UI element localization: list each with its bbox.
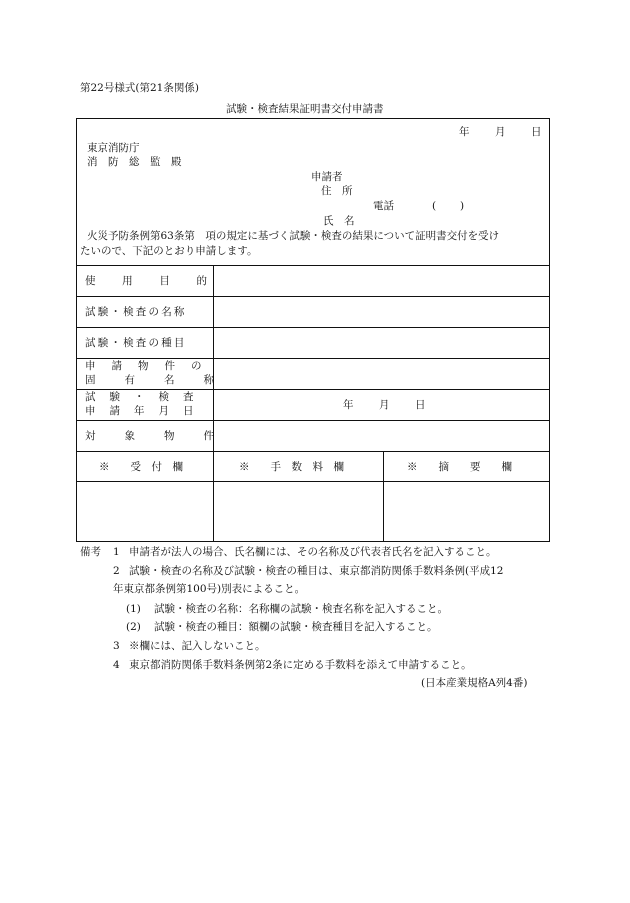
phone-paren-close: ) [460,200,465,212]
apply-date-label-1: 試験・検査 [85,391,208,403]
summary-column-header: ※ 摘 要 欄 [407,461,512,473]
remark-4-text: 東京都消防関係手数料条例第2条に定める手数料を添えて申請すること。 [129,659,472,671]
applicant-label: 申請者 [311,171,343,183]
fee-column-header: ※ 手 数 料 欄 [239,461,344,473]
purpose-label-text: 使 [85,275,96,287]
remark-2-sub2-text: 試験・検査の種目：額欄の試験・検査種目を記入すること。 [154,621,438,633]
remark-4-number: 4 [113,659,120,671]
row-divider [77,451,549,452]
purpose-label [85,276,207,287]
name-label: 氏 名 [323,215,355,227]
remark-2-sub1-number: (1) [126,603,141,615]
phone-paren-open: ( [432,200,437,212]
application-form-table [76,118,550,542]
address-label: 住 所 [321,185,353,197]
addressee-line1: 東京消防庁 [87,142,140,154]
remark-2-text-line1: 試験・検査の名称及び試験・検査の種目は、東京都消防関係手数料条例(平成12 [129,565,504,577]
test-type-label: 試験・検査の種目 [85,337,187,349]
remark-2-text-line2: 年東京都条例第100号)別表によること。 [113,583,306,595]
header-year: 年 [459,126,470,138]
header-day: 日 [531,126,542,138]
item-name-label-2: 固有名称 [85,374,243,386]
label-column-divider [213,265,214,542]
item-name-label-1: 申請物件の [85,360,218,372]
apply-date-label-2: 申請年月日 [85,405,208,417]
row-divider [77,265,549,266]
purpose-label-char: 目 [159,275,170,287]
purpose-label-char: 的 [196,275,207,287]
remark-2-sub2-number: (2) [126,621,141,633]
apply-date-year: 年 [343,399,354,411]
remark-3-number: 3 [113,640,120,652]
phone-label: 電話 [373,200,394,212]
remark-3-text: ※欄には、記入しないこと。 [129,640,266,652]
addressee-line2: 消 防 総 監 殿 [87,156,182,168]
form-title: 試験・検査結果証明書交付申請書 [226,103,384,115]
test-name-label: 試験・検査の名称 [85,306,187,318]
paper-size-note: (日本産業規格A列4番) [421,677,528,689]
row-divider [77,389,549,390]
apply-date-day: 日 [415,399,426,411]
target-label: 対象物件 [85,430,243,442]
office-column-divider [383,451,384,542]
remarks-label: 備考 [80,546,101,558]
statement-line2: たいので、下記のとおり申請します。 [80,245,258,257]
purpose-label-char: 用 [122,275,133,287]
remark-1-number: 1 [113,546,120,558]
apply-date-month: 月 [379,399,390,411]
row-divider [77,481,549,482]
row-divider [77,358,549,359]
form-number: 第22号様式(第21条関係) [80,82,199,94]
row-divider [77,327,549,328]
row-divider [77,296,549,297]
remark-2-sub1-text: 試験・検査の名称：名称欄の試験・検査名称を記入すること。 [154,603,448,615]
statement-line1: 火災予防条例第63条第 項の規定に基づく試験・検査の結果について証明書交付を受け [87,230,500,242]
row-divider [77,420,549,421]
reception-column-header: ※ 受 付 欄 [99,461,183,473]
header-month: 月 [495,126,506,138]
remark-2-number: 2 [113,565,120,577]
remark-1-text: 申請者が法人の場合、氏名欄には、その名称及び代表者氏名を記入すること。 [129,546,497,558]
